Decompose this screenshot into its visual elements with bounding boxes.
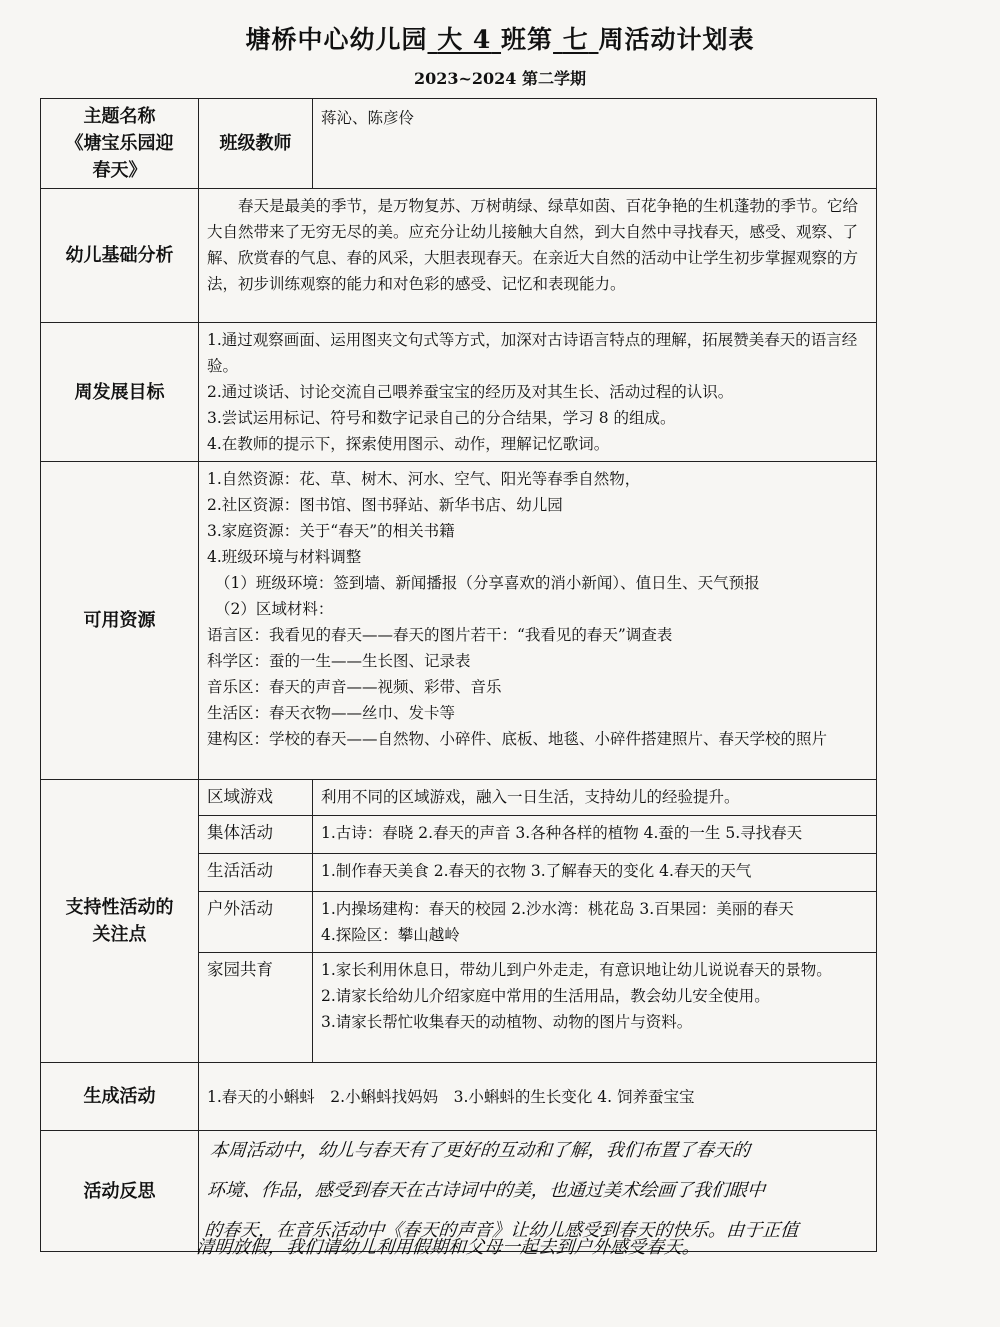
analysis-content [199,189,877,323]
support-name: 集体活动 [199,816,313,854]
support-text: 1.古诗：春晓 2.春天的声音 3.各种各样的植物 4.蚕的一生 5.寻找春天 [313,816,877,854]
reflection-label: 活动反思 [41,1131,199,1252]
support-name: 户外活动 [199,892,313,953]
support-text: 4.探险区：攀山越岭 [321,926,460,944]
generated-content: 1.春天的小蝌蚪 2.小蝌蚪找妈妈 3.小蝌蚪的生长变化 4. 饲养蚕宝宝 [199,1063,877,1131]
resource-item: 1.自然资源：花、草、树木、河水、空气、阳光等春季自然物， [207,470,641,488]
resources-content [199,462,877,780]
goal-item: 3.尝试运用标记、符号和数字记录自己的分合结果，学习 8 的组成。 [207,409,676,427]
class-name: 大 4 [437,25,492,54]
goals-content [199,323,877,462]
reflection-line: 本周活动中，幼儿与春天有了更好的互动和了解，我们布置了春天的 [209,1140,751,1161]
analysis-text: 春天是最美的季节，是万物复苏、万树萌绿、绿草如茵、百花争艳的生机蓬勃的季节。它给大自然带来了无穷无尽的美。应充分让幼儿接触大自然，到大自然中寻找春天，感受、观察、了解、欣赏春的气息、春的风采，大胆表现春天。在亲近大自然的活动中让学生初步掌握观察的方法，初步训练观察的能力和对色彩的感受、记忆和表现能力。 [207,197,859,293]
resource-item: 建构区：学校的春天——自然物、小碎件、底板、地毯、小碎件搭建照片、春天学校的照片 [207,730,828,748]
theme-label-line3: 春天》 [92,160,147,181]
resource-item: 科学区：蚕的一生——生长图、记录表 [207,652,471,670]
plan-table [40,98,877,1252]
resource-item: 4.班级环境与材料调整 [207,548,362,566]
support-text: 利用不同的区域游戏，融入一日生活，支持幼儿的经验提升。 [313,780,877,816]
theme-label-line1: 主题名称 [83,106,156,127]
support-row-area-games [41,780,877,816]
resource-item: 3.家庭资源：关于“春天”的相关书籍 [207,522,455,540]
support-label-line2: 关注点 [92,924,147,945]
resource-item: 语言区：我看见的春天——春天的图片若干：“我看见的春天”调查表 [207,626,673,644]
resources-row [41,462,877,780]
class-suffix: 班第 [501,25,554,54]
teacher-names [313,99,877,189]
theme-row [41,99,877,189]
school-name: 塘桥中心幼儿园 [245,25,428,54]
goals-row [41,323,877,462]
term-label: 2023~2024 第二学期 [413,69,587,88]
title-suffix: 周活动计划表 [598,25,755,54]
support-name: 生活活动 [199,854,313,892]
support-text: 1.内操场建构：春天的校园 2.沙水湾：桃花岛 3.百果园：美丽的春天 [321,900,794,918]
week-number: 七 [562,25,589,54]
reflection-overflow-line [195,1228,918,1268]
goal-item: 2.通过谈话、讨论交流自己喂养蚕宝宝的经历及对其生长、活动过程的认识。 [207,383,734,401]
goal-item: 4.在教师的提示下，探索使用图示、动作，理解记忆歌词。 [207,435,610,453]
goals-label: 周发展目标 [41,323,199,462]
support-text: 2.请家长给幼儿介绍家庭中常用的生活用品，教会幼儿安全使用。 [321,987,770,1005]
analysis-label: 幼儿基础分析 [41,189,199,323]
support-text-cell [313,953,877,1063]
goal-item: 1.通过观察画面、运用图夹文句式等方式，加深对古诗语言特点的理解，拓展赞美春天的语言经验。 [207,331,858,375]
theme-label-cell [41,99,199,189]
analysis-row [41,189,877,323]
generated-row [41,1063,877,1131]
support-text-cell [313,892,877,953]
reflection-line: 的春天，在音乐活动中《春天的声音》让幼儿感受到春天的快乐。由于正值 [203,1220,799,1241]
support-text: 1.制作春天美食 2.春天的衣物 3.了解春天的变化 4.春天的天气 [313,854,877,892]
teacher-label: 班级教师 [199,99,313,189]
resource-item: 音乐区：春天的声音——视频、彩带、音乐 [207,678,502,696]
teacher-names-text: 蒋沁、陈彦伶 [321,109,415,127]
resource-item: 2.社区资源：图书馆、图书驿站、新华书店、幼儿园 [207,496,563,514]
reflection-line: 清明放假，我们请幼儿利用假期和父母一起去到户外感受春天。 [195,1237,701,1258]
support-text: 3.请家长帮忙收集春天的动植物、动物的图片与资料。 [321,1013,693,1031]
support-name: 家园共育 [199,953,313,1063]
document-header [0,14,1000,89]
generated-label: 生成活动 [41,1063,199,1131]
reflection-line: 环境、作品，感受到春天在古诗词中的美，也通过美术绘画了我们眼中 [206,1180,766,1201]
resource-item: 生活区：春天衣物——丝巾、发卡等 [207,704,456,722]
support-text: 1.家长利用休息日，带幼儿到户外走走，有意识地让幼儿说说春天的景物。 [321,961,832,979]
theme-label-line2: 《塘宝乐园迎 [65,133,174,154]
document-title [0,20,1000,56]
support-label-line1: 支持性活动的 [65,897,174,918]
support-label-cell [41,780,199,1063]
support-name: 区域游戏 [199,780,313,816]
resources-label: 可用资源 [41,462,199,780]
resource-item: （1）班级环境：签到墙、新闻播报（分享喜欢的消小新闻）、值日生、天气预报 [215,574,760,592]
resource-item: （2）区域材料： [215,600,334,618]
